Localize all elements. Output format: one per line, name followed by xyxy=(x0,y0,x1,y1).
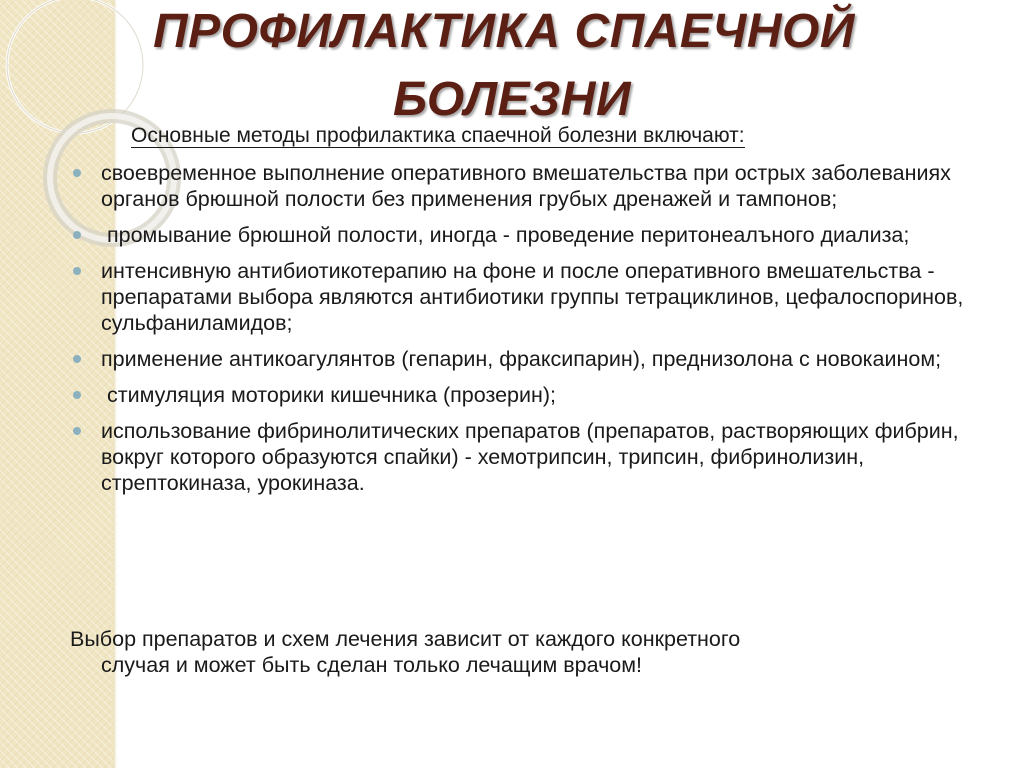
list-item xyxy=(70,222,970,248)
bullet-dot-icon xyxy=(73,391,81,399)
closing-note-line1: Выбор препаратов и схем лечения зависит от каждого конкретного xyxy=(70,627,741,651)
list-item xyxy=(70,346,970,372)
list-item xyxy=(70,418,970,496)
closing-note-line2: случая и может быть сделан только лечащим врачом! xyxy=(101,653,643,677)
bullet-dot-icon xyxy=(73,267,81,275)
slide-title-line1: ПРОФИЛАКТИКА СПАЕЧНОЙ xyxy=(153,5,855,58)
methods-list xyxy=(70,160,970,506)
list-item-text: промывание брюшной полости, иногда - проведение перитонеалъного диализа; xyxy=(101,223,910,247)
list-item-text: использование фибринолитических препаратов (препаратов, растворяющих фибрин, вокруг которого образуются спайки) - хемотрипсин, трипсин, фибринолизин, стрептокиназа, урокиназа. xyxy=(101,419,959,495)
list-item-text: стимуляция моторики кишечника (прозерин); xyxy=(101,383,557,407)
list-item-text: применение антикоагулянтов (гепарин, фраксипарин), преднизолона с новокаином; xyxy=(101,347,942,371)
list-item xyxy=(70,160,970,212)
bullet-dot-icon xyxy=(73,427,81,435)
slide-title-line2: БОЛЕЗНИ xyxy=(393,73,631,126)
list-item xyxy=(70,382,970,408)
lead-text xyxy=(131,123,921,149)
list-item-text: своевременное выполнение оперативного вмешательства при острых заболеваниях органов брюшной полости без применения грубых дренажей и тампонов; xyxy=(101,161,951,211)
list-item-text: интенсивную антибиотикотерапию на фоне и после оперативного вмешательства - препаратами выбора являются антибиотики группы тетрациклинов, цефалоспоринов, сульфаниламидов; xyxy=(101,259,964,335)
bullet-dot-icon xyxy=(73,355,81,363)
closing-note xyxy=(70,626,950,678)
list-item xyxy=(70,258,970,336)
lead-text-underlined: Основные методы профилактика спаечной болезни включают: xyxy=(131,124,745,147)
bullet-dot-icon xyxy=(73,169,81,177)
bullet-dot-icon xyxy=(73,231,81,239)
